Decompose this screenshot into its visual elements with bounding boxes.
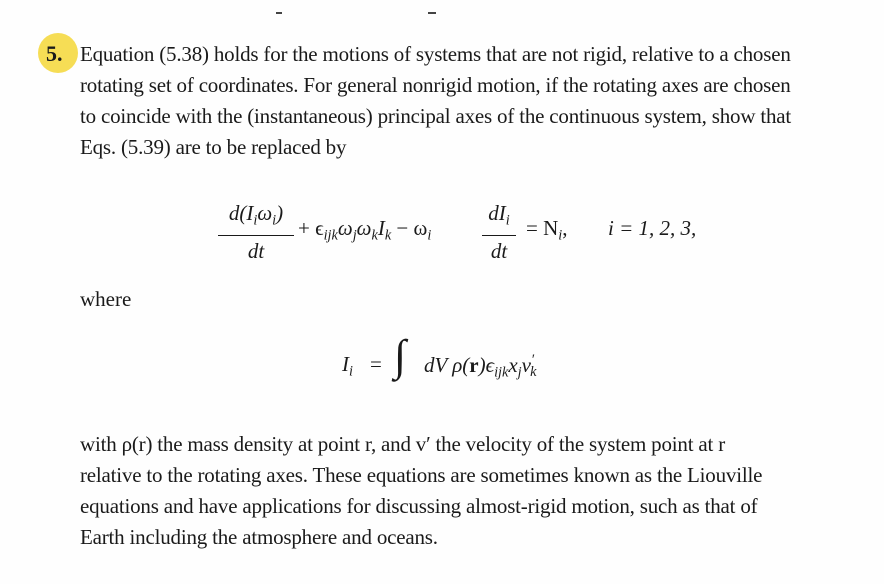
fraction-numerator: $dI_i$ <box>488 201 510 229</box>
fraction-bar <box>218 235 294 236</box>
problem-number: 5. <box>46 41 63 66</box>
problem-intro <box>80 39 791 163</box>
equation-index-range: i = 1, 2, 3, <box>608 216 697 240</box>
fraction-numerator: $d(I_i\omega_i)$ <box>228 201 284 229</box>
fraction-bar <box>482 235 516 236</box>
fraction-d-I-omega-dt <box>218 200 294 264</box>
fraction-denominator: dt <box>247 239 265 264</box>
integrand: dV $\rho(r)\epsilon_{ijk}x_jv'_k$ <box>424 352 537 381</box>
equation-middle-terms: + $\epsilon_{ijk}\omega_j\omega_kI_k - \omega_i$ <box>298 216 432 244</box>
problem-closing <box>80 429 762 553</box>
intro-line: to coincide with the (instantaneous) principal axes of the continuous system, show that <box>80 104 792 128</box>
scan-mark <box>276 12 282 14</box>
fraction-denominator: dt <box>490 239 508 264</box>
equation-rhs: = $N_i$, <box>526 216 568 244</box>
scan-mark <box>428 12 436 14</box>
closing-line: relative to the rotating axes. These equations are sometimes known as the Liouville <box>80 463 763 487</box>
intro-line: Eqs. (5.39) are to be replaced by <box>80 135 347 159</box>
fraction-dI-dt <box>482 200 516 264</box>
closing-line: with ρ(r) the mass density at point r, and v′ the velocity of the system point at r <box>80 432 726 456</box>
intro-line: Equation (5.38) holds for the motions of systems that are not rigid, relative to a chosen <box>80 42 791 66</box>
integral-sign: ∫ <box>394 331 407 380</box>
closing-line: Earth including the atmosphere and oceans. <box>80 525 438 549</box>
equation-lhs: $I_i$ <box>342 352 353 380</box>
equals-sign: = <box>370 352 382 376</box>
where-label: where <box>80 287 132 311</box>
intro-line: rotating set of coordinates. For general nonrigid motion, if the rotating axes are chosen <box>80 73 791 97</box>
closing-line: equations and have applications for discussing almost-rigid motion, such as that of <box>80 494 758 518</box>
